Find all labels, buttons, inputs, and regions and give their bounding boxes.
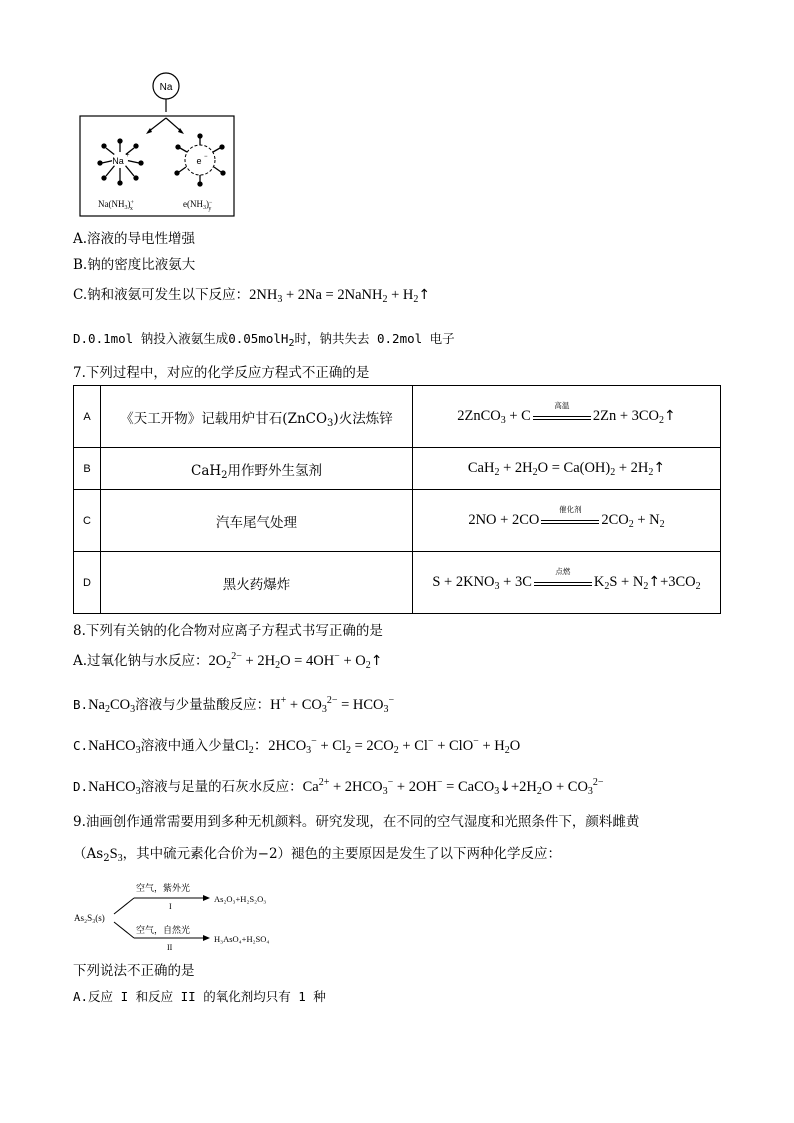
condition-1: 空气，紫外光: [136, 884, 191, 894]
q8-option-d: D.NaHCO$_3$溶液与足量的石灰水反应：$Ca^{2+} + 2HCO_3^- + 2OH^-$ = $CaCO_3↓+2H_2O + CO_3^{2-}$: [73, 777, 604, 797]
q9-option-a: A.反应 I 和反应 II 的氧化剂均只有 1 种: [73, 989, 326, 1004]
table-row: B CaH$_2$用作野外生氢剂 $CaH_2 + 2H_2O = Ca(OH)_2$ + $2H_2↑$: [74, 448, 721, 490]
q7-stem: 7.下列过程中，对应的化学反应方程式不正确的是: [73, 365, 370, 381]
left-caption: $Na(NH_3)^+$ x: [98, 199, 134, 212]
electron-label: e: [196, 156, 202, 166]
na-label: Na: [159, 82, 173, 93]
q6-option-b: B.钠的密度比液氨大: [73, 257, 196, 273]
arrow-right-icon: [203, 935, 210, 941]
q9-stem-line2: （$As_2S_3$，其中硫元素化合价为−2）褪色的主要原因是发生了以下两种化学反应：: [73, 846, 562, 864]
table-row: D 黑火药爆炸 $S + 2KNO_3 + 3C$ 点燃 $K_2S$ + $N_2↑+3CO_2$: [74, 552, 721, 614]
na-ion-label: Na: [112, 156, 124, 166]
q8-option-c: C.NaHCO$_3$溶液中通入少量$Cl_2$：$2HCO_3^- + Cl_2 = 2CO_2 + Cl^- + ClO^- + H_2O$: [73, 736, 521, 756]
q8-stem: 8.下列有关钠的化合物对应离子方程式书写正确的是: [73, 623, 383, 639]
arrow-right-icon: [203, 895, 210, 901]
sodium-ammonia-diagram: [76, 68, 238, 220]
svg-text:+: +: [126, 153, 130, 159]
roman-2: II: [167, 943, 173, 952]
q6-option-c: C.钠和液氨可发生以下反应：$2NH_3 + 2Na$ = 2NaNH$_2$ + $H_2↑$: [73, 287, 431, 305]
table-row: C 汽车尾气处理 2NO + 2CO 催化剂 $2CO_2 + N_2$: [74, 490, 721, 552]
q6-option-a: A.溶液的导电性增强: [73, 231, 196, 247]
condition-2: 空气，自然光: [136, 926, 191, 936]
svg-text:−: −: [204, 154, 208, 160]
q9-stem-line1: 9.油画创作通常需要用到多种无机颜料。研究发现，在不同的空气湿度和光照条件下，颜料雌黄: [73, 814, 640, 830]
right-caption: $e(NH_3)^-$ y: [183, 199, 213, 212]
roman-1: I: [169, 902, 172, 911]
reactant-label: As₂S₃(s): [74, 913, 105, 923]
q9-follow: 下列说法不正确的是: [73, 963, 195, 979]
product-2: H₃AsO₄+H₂SO₄: [214, 934, 270, 944]
q6-option-d: D.0.1mol 钠投入液氨生成0.05molH$_2$时，钠共失去 0.2mol 电子: [73, 331, 455, 349]
arsenic-sulfide-reaction-scheme: [72, 874, 302, 954]
product-1: As₂O₃+H₂S₂O₃: [214, 894, 267, 904]
q7-table: [73, 385, 721, 614]
table-row: A 《天工开物》记载用炉甘石(ZnCO$_3$)火法炼锌 2ZnCO$_3$ + C 高温 $2Zn + 3CO_2↑$: [74, 386, 721, 448]
q8-option-a: A.过氧化钠与水反应：$2O_2^{2-} + 2H_2O = 4OH^-$ + $O_2↑$: [73, 651, 383, 671]
q8-option-b: $B.Na_2CO_3$溶液与少量盐酸反应：$H^+ + CO_3^{2-} = HCO_3^-$: [73, 695, 395, 715]
